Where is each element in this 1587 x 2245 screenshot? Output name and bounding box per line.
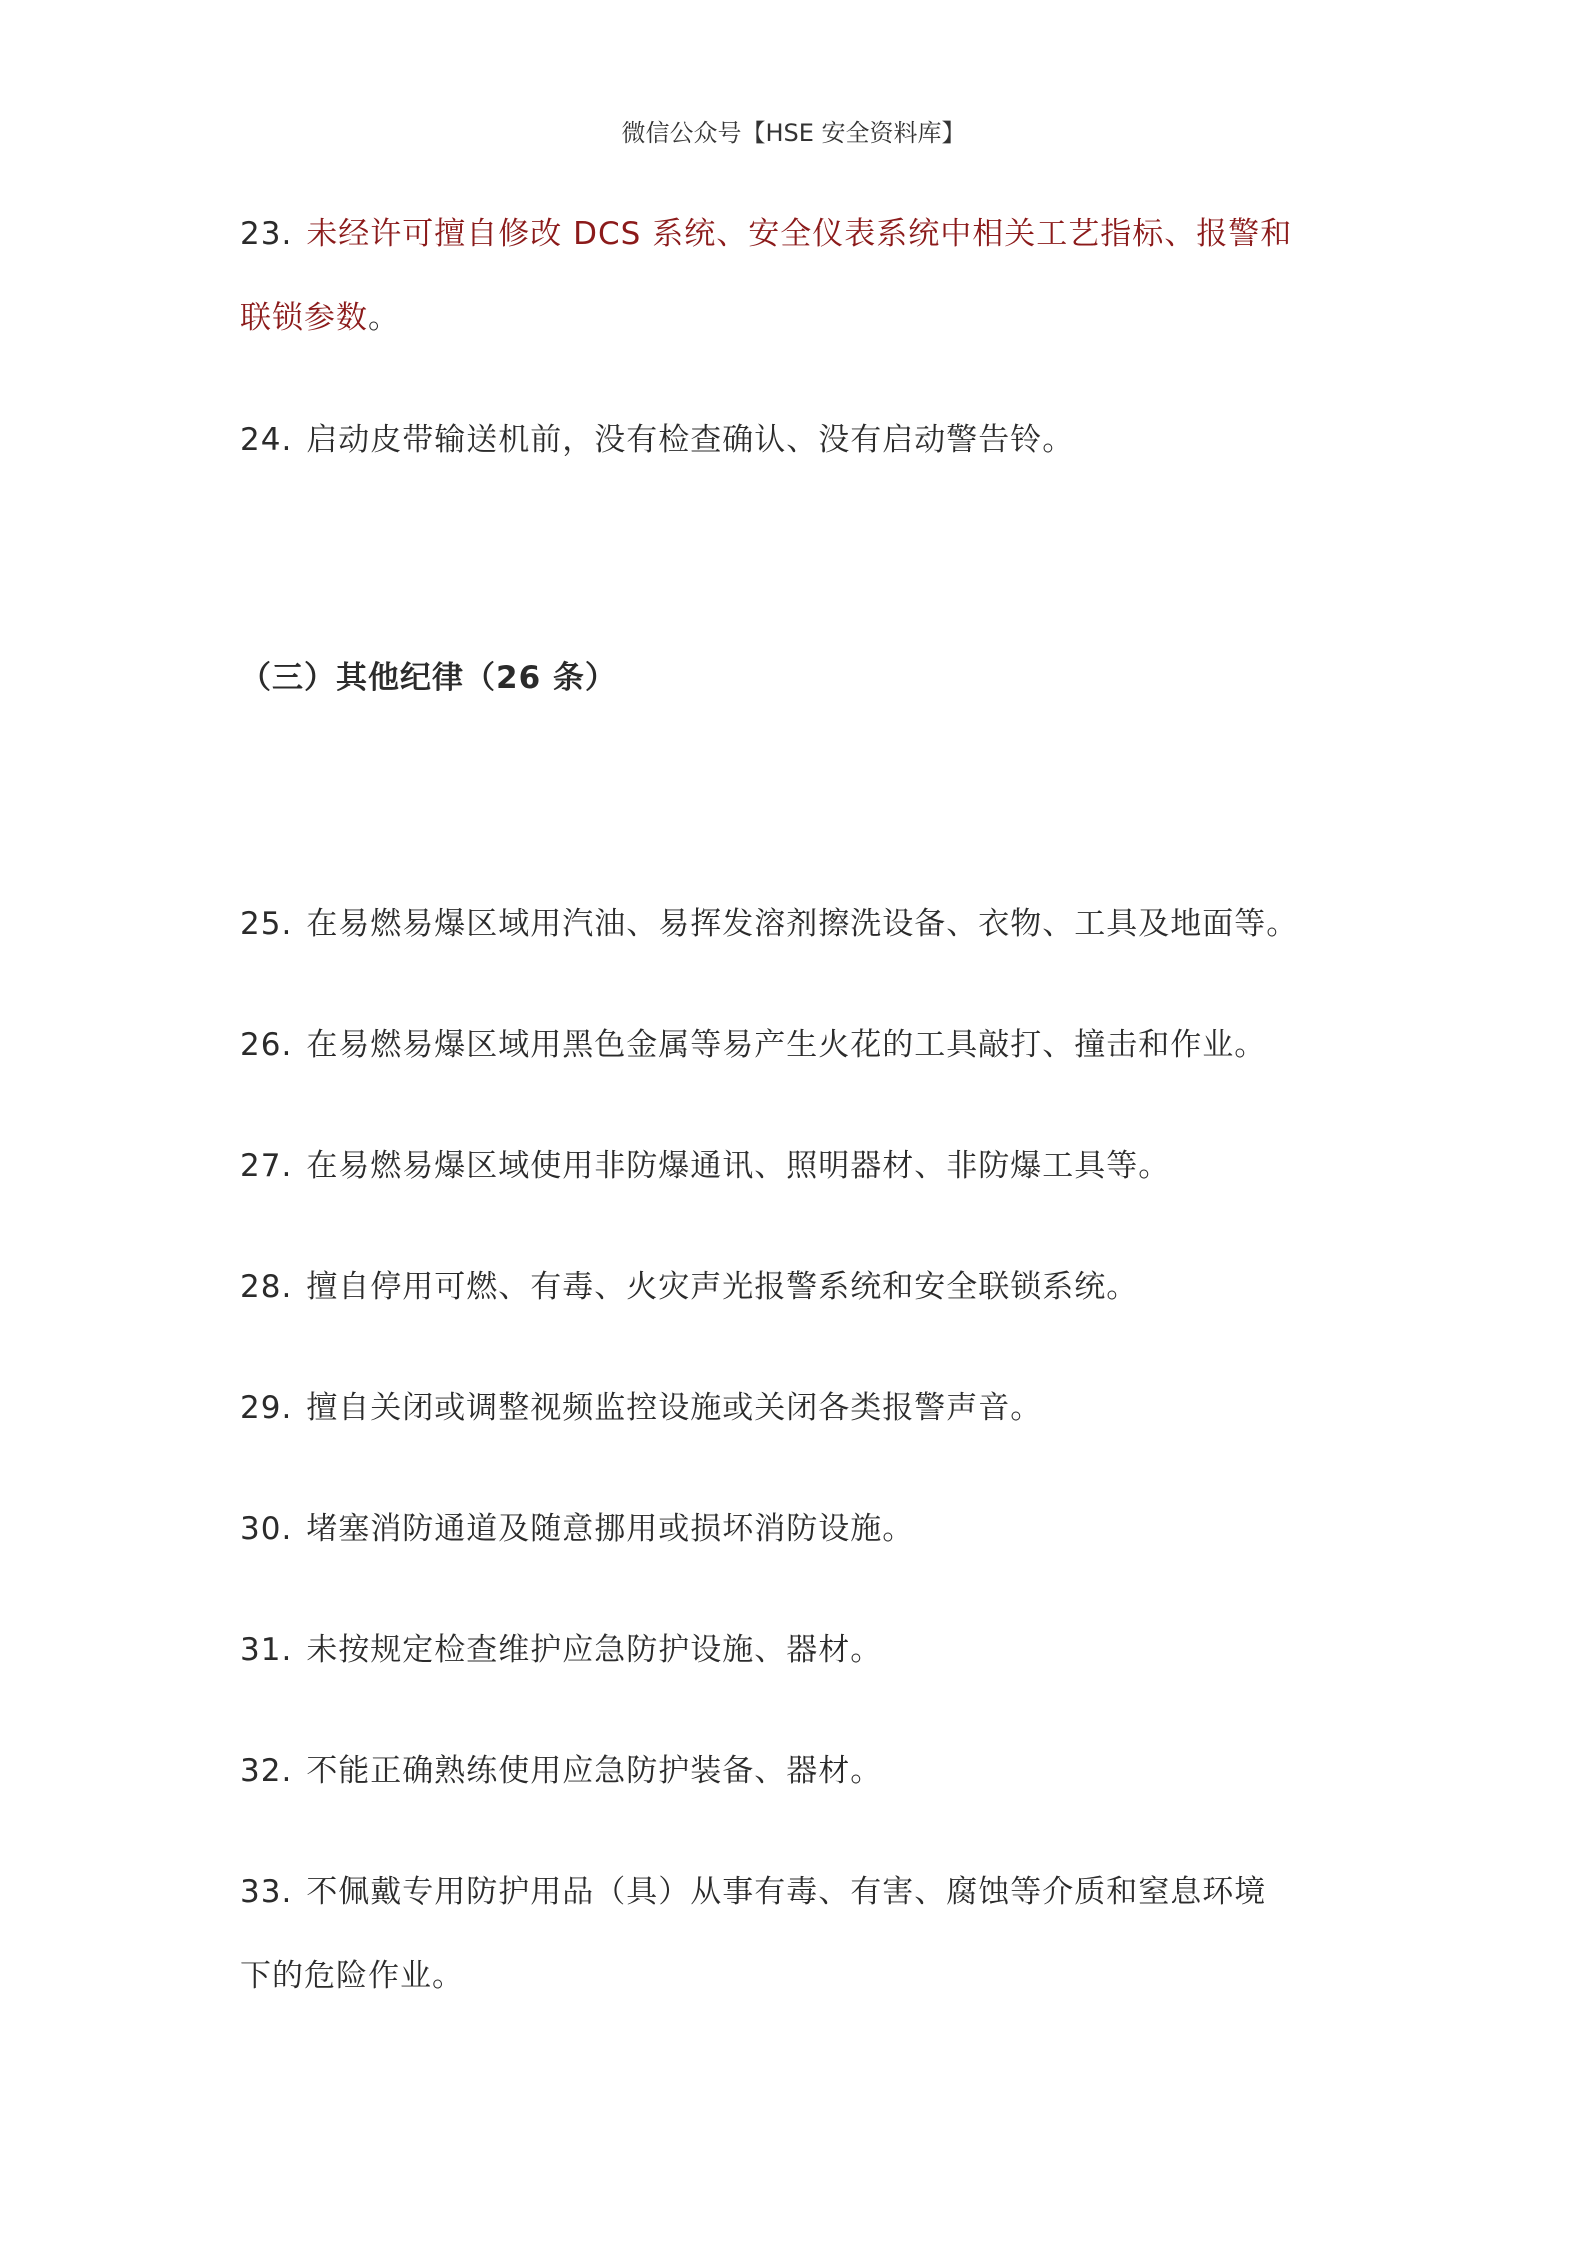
list-item-30 [240, 1487, 1360, 1571]
item-number: 23. [240, 216, 293, 252]
list-item-33 [240, 1850, 1360, 2018]
item-text: 未按规定检查维护应急防护设施、器材。 [306, 1632, 883, 1668]
list-item-23 [240, 192, 1360, 360]
list-item-32 [240, 1729, 1360, 1813]
list-item-31 [240, 1608, 1360, 1692]
item-number: 25. [240, 906, 293, 942]
item-23-line-2 [240, 276, 1360, 360]
item-text-tail: 。 [368, 300, 400, 336]
item-number: 28. [240, 1269, 293, 1305]
item-number: 32. [240, 1753, 293, 1789]
item-number: 31. [240, 1632, 293, 1668]
list-item-26 [240, 1003, 1360, 1087]
item-text: 擅自关闭或调整视频监控设施或关闭各类报警声音。 [306, 1390, 1043, 1426]
item-text: 在易燃易爆区域使用非防爆通讯、照明器材、非防爆工具等。 [306, 1148, 1171, 1184]
section-heading: （三）其他纪律（26 条） [240, 660, 617, 696]
item-text: 未经许可擅自修改 DCS 系统、安全仪表系统中相关工艺指标、报警和 [306, 216, 1293, 252]
item-text: 擅自停用可燃、有毒、火灾声光报警系统和安全联锁系统。 [306, 1269, 1139, 1305]
item-text: 在易燃易爆区域用黑色金属等易产生火花的工具敲打、撞击和作业。 [306, 1027, 1267, 1063]
page-header: 微信公众号【HSE 安全资料库】 [621, 119, 966, 147]
item-text: 不佩戴专用防护用品（具）从事有毒、有害、腐蚀等介质和窒息环境 [306, 1874, 1267, 1910]
item-33-line-1 [240, 1850, 1360, 1934]
list-item-24 [240, 398, 1360, 482]
list-item-28 [240, 1245, 1360, 1329]
item-23-line-1 [240, 192, 1360, 276]
item-text: 在易燃易爆区域用汽油、易挥发溶剂擦洗设备、衣物、工具及地面等。 [306, 906, 1299, 942]
item-number: 27. [240, 1148, 293, 1184]
item-text: 启动皮带输送机前，没有检查确认、没有启动警告铃。 [306, 422, 1075, 458]
item-number: 29. [240, 1390, 293, 1426]
item-text: 不能正确熟练使用应急防护装备、器材。 [306, 1753, 883, 1789]
item-text-continued: 下的危险作业。 [240, 1958, 464, 1994]
list-item-25 [240, 882, 1360, 966]
item-number: 26. [240, 1027, 293, 1063]
item-number: 30. [240, 1511, 293, 1547]
item-text-continued: 联锁参数 [240, 300, 368, 336]
item-text: 堵塞消防通道及随意挪用或损坏消防设施。 [306, 1511, 915, 1547]
item-number: 24. [240, 422, 293, 458]
item-33-line-2 [240, 1934, 1360, 2018]
item-number: 33. [240, 1874, 293, 1910]
list-item-27 [240, 1124, 1360, 1208]
list-item-29 [240, 1366, 1360, 1450]
